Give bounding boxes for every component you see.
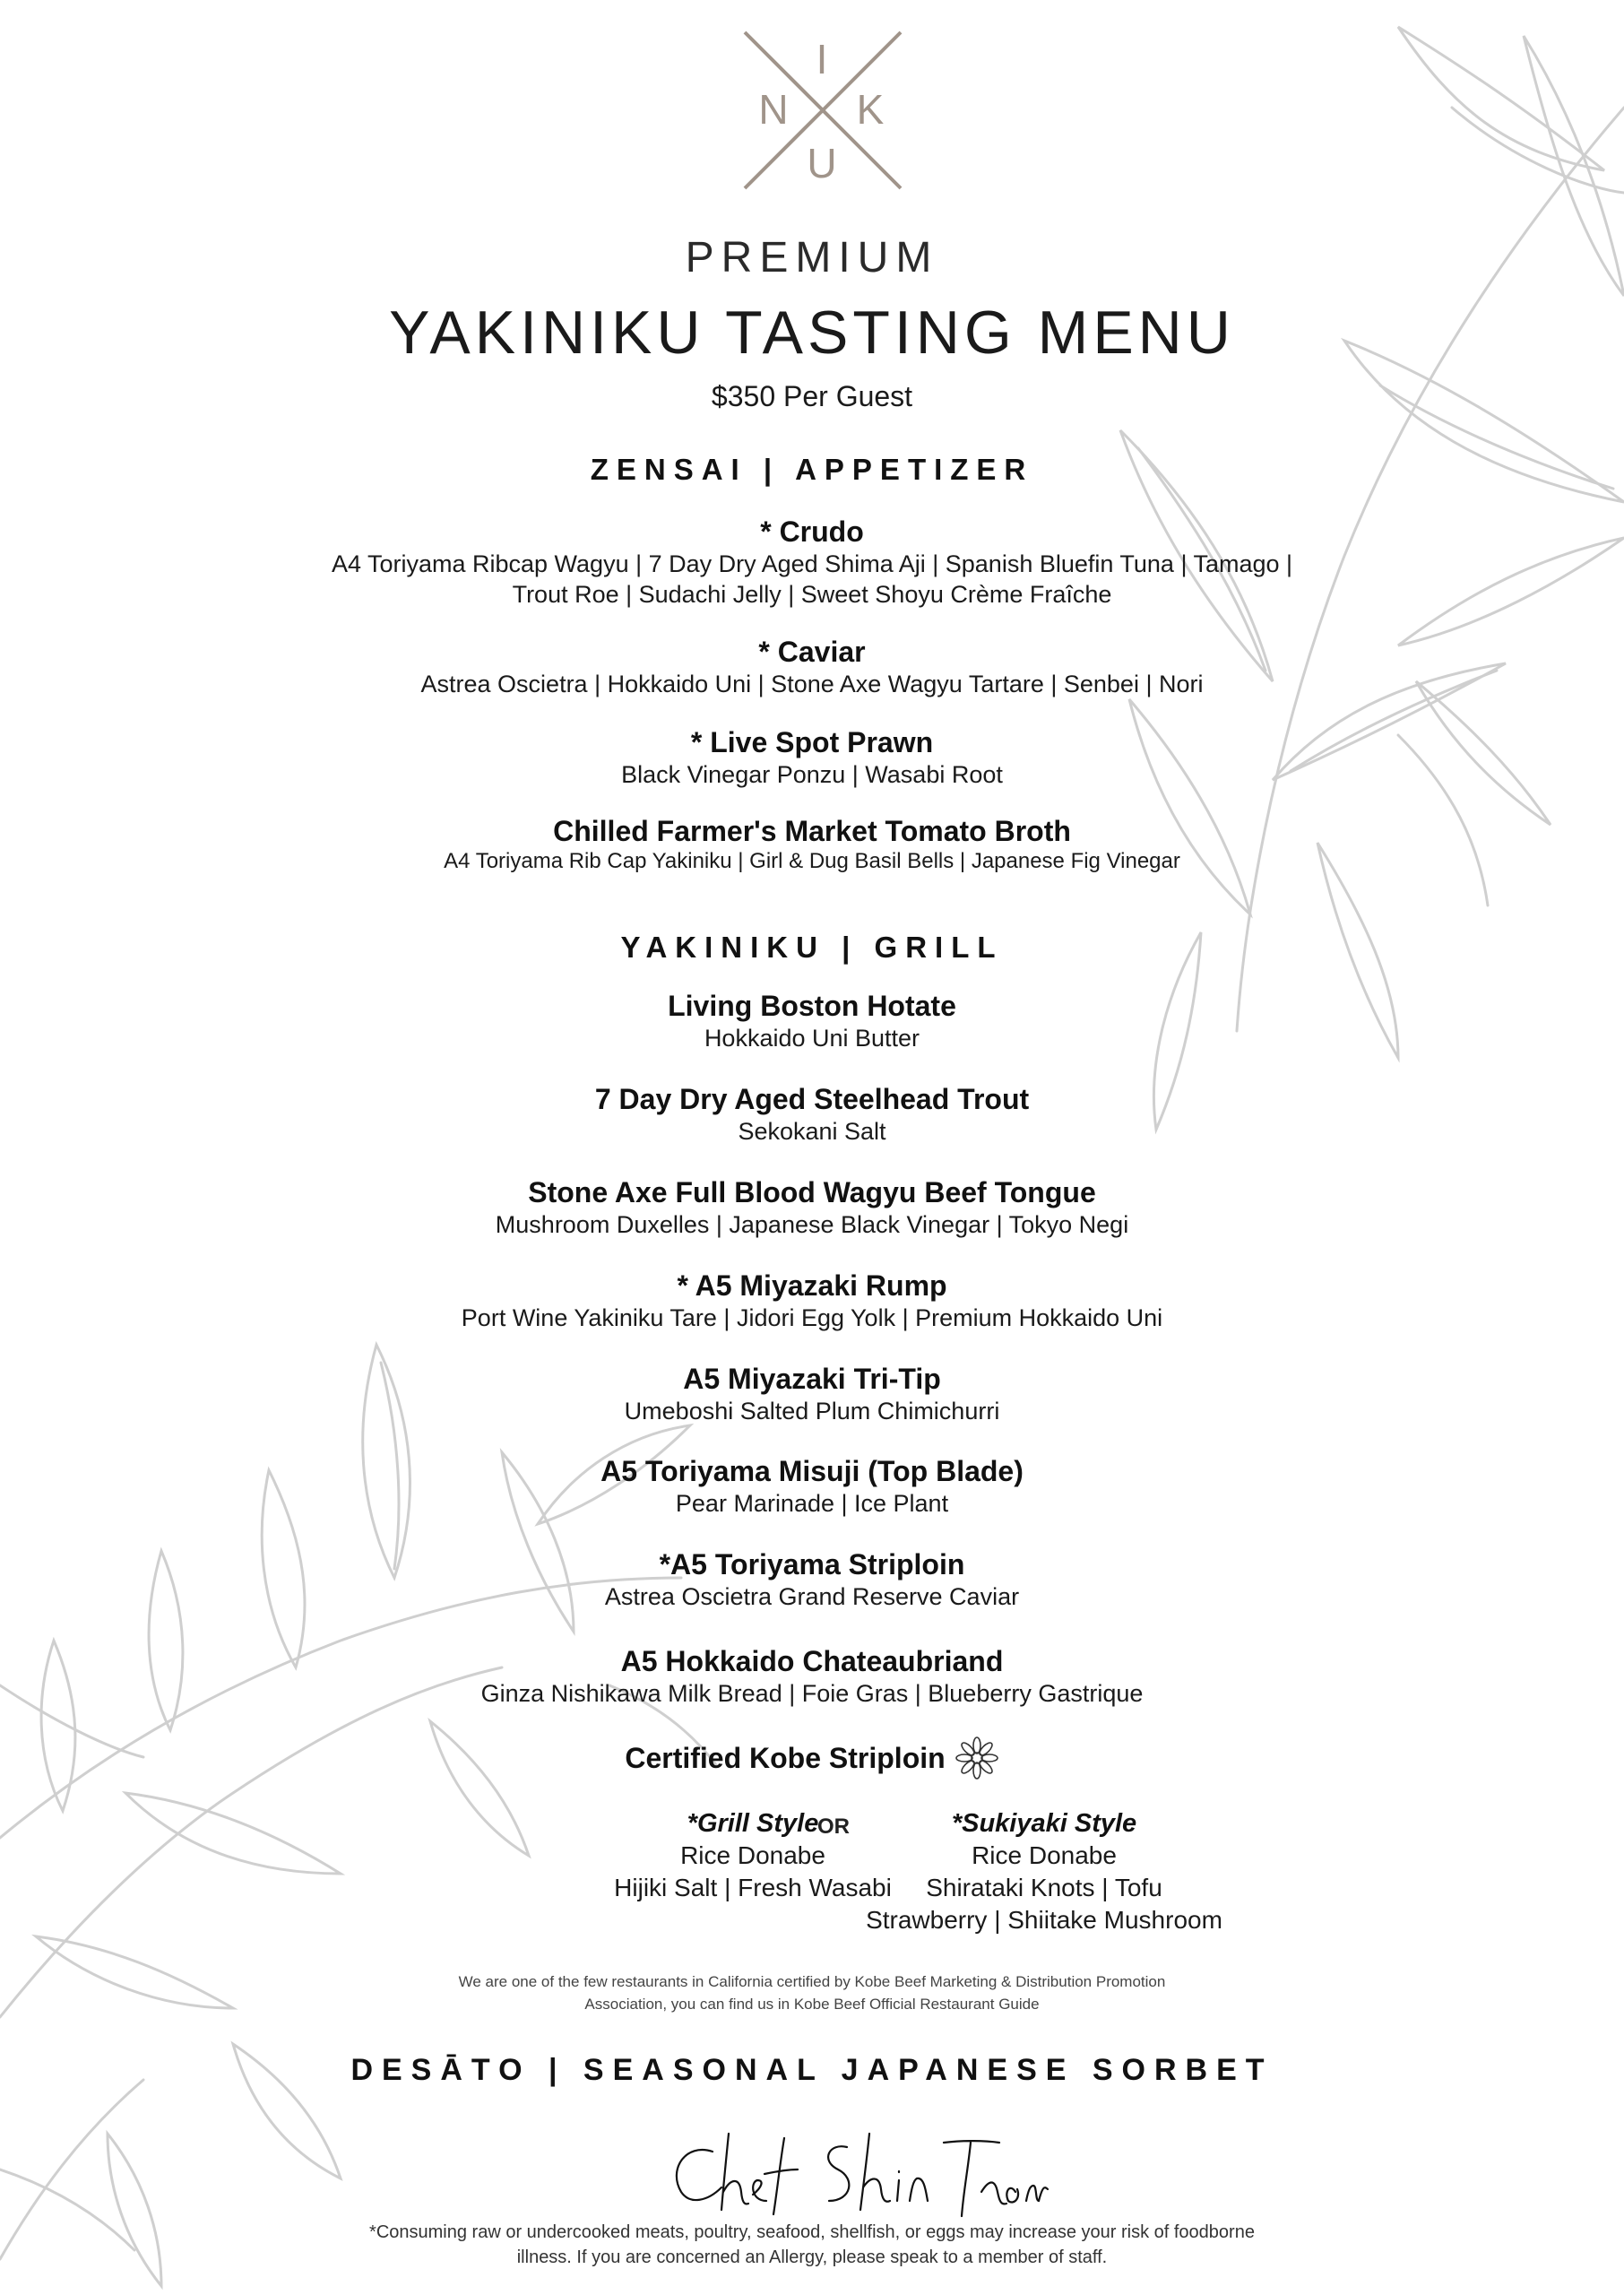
dish-description: Pear Marinade | Ice Plant xyxy=(675,1490,949,1517)
kobe-title-row xyxy=(625,1736,998,1780)
dish-name: A5 Toriyama Misuji (Top Blade) xyxy=(600,1455,1024,1487)
dish-miyazaki-tri-tip xyxy=(0,1362,1624,1426)
dish-tomato-broth xyxy=(0,814,1624,875)
kobe-certification-note xyxy=(0,1970,1624,2015)
dish-name: * A5 Miyazaki Rump xyxy=(677,1269,947,1302)
dish-name: * Crudo xyxy=(760,515,864,548)
sukiyaki-style-line: Shirataki Knots | Tofu xyxy=(926,1874,1162,1901)
price-label: $350 Per Guest xyxy=(711,380,913,412)
sukiyaki-style-title: *Sukiyaki Style xyxy=(951,1809,1137,1838)
dish-live-spot-prawn xyxy=(0,725,1624,790)
dish-name: * Live Spot Prawn xyxy=(690,726,934,758)
dish-name: Certified Kobe Striploin xyxy=(625,1742,946,1774)
dish-description: A4 Toriyama Ribcap Wagyu | 7 Day Dry Aged Shima Aji | Spanish Bluefin Tuna | Tamago | xyxy=(331,550,1293,577)
dish-description: Astrea Oscietra Grand Reserve Caviar xyxy=(604,1583,1020,1610)
dish-name: Living Boston Hotate xyxy=(668,990,956,1022)
disclaimer-line: illness. If you are concerned an Allergy, please speak to a member of staff. xyxy=(516,2247,1108,2267)
dish-steelhead-trout xyxy=(0,1082,1624,1147)
sukiyaki-style-line: Strawberry | Shiitake Mushroom xyxy=(866,1906,1222,1934)
grill-style-title: *Grill Style xyxy=(687,1809,819,1838)
dish-description: Port Wine Yakiniku Tare | Jidori Egg Yolk | Premium Hokkaido Uni xyxy=(461,1304,1163,1331)
chef-signature xyxy=(659,2116,1053,2223)
page-title: YAKINIKU TASTING MENU xyxy=(389,299,1235,367)
dish-description: A4 Toriyama Rib Cap Yakiniku | Girl & Dug Basil Bells | Japanese Fig Vinegar xyxy=(444,849,1180,873)
inku-logo xyxy=(739,27,905,193)
or-separator: OR xyxy=(817,1814,850,1839)
section-heading-zensai: ZENSAI | APPETIZER xyxy=(590,453,1034,486)
dish-name: Chilled Farmer's Market Tomato Broth xyxy=(553,815,1071,847)
sukiyaki-style-line: Rice Donabe xyxy=(972,1841,1117,1869)
dish-description: Black Vinegar Ponzu | Wasabi Root xyxy=(621,761,1003,788)
dish-toriyama-misuji xyxy=(0,1454,1624,1519)
dish-hokkaido-chateaubriand xyxy=(0,1644,1624,1709)
section-heading-yakiniku: YAKINIKU | GRILL xyxy=(620,931,1004,964)
disclaimer-line: *Consuming raw or undercooked meats, poultry, seafood, shellfish, or eggs may increase your risk of foodborne xyxy=(369,2222,1255,2242)
dish-crudo xyxy=(0,515,1624,610)
dish-description: Hokkaido Uni Butter xyxy=(704,1025,920,1052)
note-line: Association, you can find us in Kobe Beef Official Restaurant Guide xyxy=(584,1996,1040,2013)
dish-boston-hotate xyxy=(0,989,1624,1053)
dessert-heading: DESĀTO | SEASONAL JAPANESE SORBET xyxy=(350,2053,1274,2087)
logo-letter-u: U xyxy=(807,140,837,186)
dish-name: *A5 Toriyama Striploin xyxy=(659,1548,965,1581)
dish-kobe-striploin xyxy=(0,1736,1624,1780)
dish-name: A5 Miyazaki Tri-Tip xyxy=(683,1363,941,1395)
grill-style-line: Rice Donabe xyxy=(680,1841,825,1869)
dish-caviar xyxy=(0,635,1624,699)
dish-name: Stone Axe Full Blood Wagyu Beef Tongue xyxy=(528,1176,1096,1208)
note-line: We are one of the few restaurants in California certified by Kobe Beef Marketing & Distribution Promotion xyxy=(458,1973,1166,1990)
dish-miyazaki-rump xyxy=(0,1269,1624,1333)
dish-description: Sekokani Salt xyxy=(738,1118,886,1145)
dish-description: Ginza Nishikawa Milk Bread | Foie Gras | Blueberry Gastrique xyxy=(480,1680,1144,1707)
logo-letter-n: N xyxy=(758,86,789,133)
dish-beef-tongue xyxy=(0,1175,1624,1240)
grill-style-line: Hijiki Salt | Fresh Wasabi xyxy=(614,1874,892,1901)
logo-letter-k: K xyxy=(856,86,885,133)
dish-description: Mushroom Duxelles | Japanese Black Vinegar | Tokyo Negi xyxy=(495,1211,1129,1238)
dish-name: * Caviar xyxy=(758,636,866,668)
dish-name: 7 Day Dry Aged Steelhead Trout xyxy=(594,1083,1030,1115)
dish-description: Trout Roe | Sudachi Jelly | Sweet Shoyu Crème Fraîche xyxy=(512,581,1112,608)
premium-label: PREMIUM xyxy=(685,234,939,281)
dish-description: Umeboshi Salted Plum Chimichurri xyxy=(624,1398,1000,1425)
kobe-chrysanthemum-icon xyxy=(955,1736,999,1780)
logo-letter-i: I xyxy=(816,36,828,82)
sukiyaki-style-option xyxy=(856,1807,1232,1936)
allergy-disclaimer xyxy=(0,2220,1624,2270)
dish-name: A5 Hokkaido Chateaubriand xyxy=(620,1645,1004,1677)
dish-description: Astrea Oscietra | Hokkaido Uni | Stone Axe Wagyu Tartare | Senbei | Nori xyxy=(420,671,1204,697)
dish-toriyama-striploin xyxy=(0,1547,1624,1612)
